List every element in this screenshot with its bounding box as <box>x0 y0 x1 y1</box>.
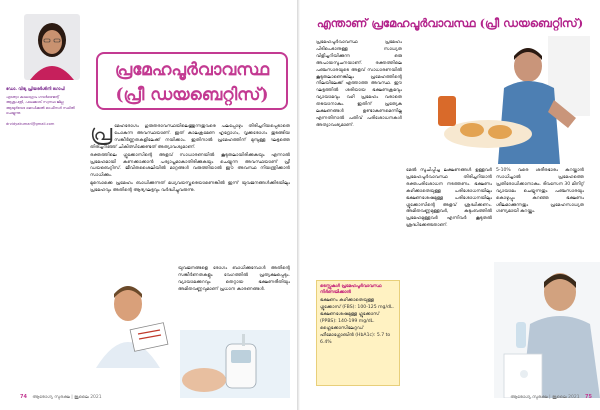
drop-cap: പ്ര <box>90 121 113 146</box>
page-number: 74 <box>20 394 27 400</box>
section-title: എന്താണ് പ്രമേഹപൂർവാവസ്ഥ (പ്രീ ഡയബെറ്റിസ്) <box>316 16 584 30</box>
author-photo <box>24 14 80 80</box>
right-page <box>298 0 600 410</box>
page-number: 75 <box>585 394 592 400</box>
left-page <box>0 0 298 410</box>
left-body-text <box>90 121 290 196</box>
article-title: പ്രമേഹപൂർവാവസ്ഥ <box>114 60 270 80</box>
tests-box-heading: ടെസ്റ്റുകൾ പ്രമേഹപൂർവാവസ്ഥ നിർണയിക്കാൻ <box>320 284 382 295</box>
author-name: ഡോ. വിദ്യ പ്രിയദർശിനി ഗോപി <box>6 86 65 91</box>
author-affiliation: എടത്വാ കാലാഗ്രാം ഗവർണ്മെന്റ് ആശുപത്രി, പാലക്കാട് സ്വസ്ഥ ജില്ല ആയുർവേദ മെഡിക്കൽ ഓഫീസർ സ്ഥിതി ചെയ്യുന്നു <box>6 94 75 116</box>
tests-box-body: ഭക്ഷണം കഴിക്കാതെയുള്ള ഗ്ലൂക്കോസ് (FBS): 100-125 mg/dL. ഭക്ഷണശേഷമുള്ള ഗ്ലൂക്കോസ് (PPBS): 140-199 mg/dL. ഗ്ലൈക്കോസിലേറ്റഡ് ഹീമോഗ്ലോബിൻ (HbA1c): 5.7 to 6.4% <box>320 298 394 345</box>
man-with-sign-photo <box>82 276 174 368</box>
man-eating-photo <box>408 36 590 164</box>
right-footer <box>448 394 592 400</box>
right-body-col1: പ്രമേഹപൂർവാവസ്ഥ പ്രമേഹം പിടിപെടാനുള്ള സാധ്യത വിളിച്ചറിയിക്കുന്ന ഒരു അപായസൂചനയാണ്. രക്തത്തിലെ പഞ്ചസാരയുടെ അളവ് സാധാരണയിൽ കൂടുതലാണെങ്കിലും പ്രമേഹത്തിന്റെ നിലയിലേക്ക് എത്താത്ത അവസ്ഥ. ഈ ഘട്ടത്തിൽ ശരിയായ ഭക്ഷണക്രമവും വ്യായാമവും വഴി പ്രമേഹം വരാതെ തടയാനാകും. ഇതിന് പ്രത്യേക ലക്ഷണങ്ങൾ ഉണ്ടാകണമെന്നില്ല എന്നതിനാൽ പതിവ് പരിശോധനകൾ അത്യാവശ്യമാണ്. <box>316 40 402 128</box>
author-sidebar <box>0 0 82 410</box>
right-body-col2: മേൽ സൂചിപ്പിച്ച ലക്ഷണങ്ങൾ ഉള്ളവർ പ്രമേഹപൂർവാവസ്ഥ തിരിച്ചറിയാൻ രക്തപരിശോധന നടത്തണം. ഭക്ഷണം കഴിക്കാതെയുള്ള പരിശോധനയിലും ഭക്ഷണശേഷമുള്ള പരിശോധനയിലും ഗ്ലൂക്കോസിന്റെ അളവ് ശ്രദ്ധിക്കണം. അമിതവണ്ണമുള്ളവർ, കുടുംബത്തിൽ പ്രമേഹമുള്ളവർ എന്നിവർ കൂടുതൽ ശ്രദ്ധിക്കേണ്ടതാണ്. <box>406 168 492 229</box>
paragraph: രക്തത്തിലെ ഗ്ലൂക്കോസിന്റെ അളവ് സാധാരണയിൽ കൂടുതലായിരിക്കുകയും എന്നാൽ പ്രമേഹമായി കണക്കാക്കാൻ പര്യാപ്തമാകാതിരിക്കുകയും ചെയ്യുന്ന അവസ്ഥയാണ് പ്രീ ഡയബെറ്റിസ്. ജീവിതശൈലിയിൽ മാറ്റങ്ങൾ വരുത്തിയാൽ ഈ അവസ്ഥ നിയന്ത്രിക്കാൻ സാധിക്കും. <box>90 152 290 179</box>
footer-text: ആരോഗ്യ സുരക്ഷ | ജൂലൈ 2021 <box>510 395 580 400</box>
footer-text: ആരോഗ്യ സുരക്ഷ | ജൂലൈ 2021 <box>32 395 102 400</box>
page-gutter <box>297 0 300 410</box>
author-email: drvidyakumari@gmail.com <box>6 121 55 126</box>
author-info <box>6 86 78 128</box>
right-body-col3: 5-10% വരെ ശരീരഭാരം കുറയ്ക്കാൻ സാധിച്ചാൽ പ്രമേഹത്തെ പ്രതിരോധിക്കാനാകും. ദിവസേന 30 മിനിറ്റ് വ്യായാമം ചെയ്യുന്നതും പഞ്ചസാരയും കൊഴുപ്പും കുറഞ്ഞ ഭക്ഷണം ശീലമാക്കുന്നതും പ്രമേഹസാധ്യത ഗണ്യമായി കുറയ്ക്കും. <box>496 168 584 215</box>
tests-info-box <box>316 280 400 386</box>
left-footer <box>20 394 102 400</box>
glucometer-photo <box>180 330 290 398</box>
left-body-text-col2: യുവജനങ്ങളെ രോഗം ബാധിക്കുമ്പോൾ അതിന്റെ സങ്കീർണതകളും വേഗത്തിൽ പ്രത്യക്ഷപ്പെടും. വ്യായാമക്കുറവും തെറ്റായ ഭക്ഷണരീതിയും അമിതവണ്ണവുമാണ് പ്രധാന കാരണങ്ങൾ. <box>178 266 290 292</box>
article-title-box <box>96 52 288 110</box>
article-subtitle: (പ്രീ ഡയബെറ്റിസ്) <box>115 85 269 105</box>
paragraph: മുമ്പൊക്കെ പ്രമേഹം ബാധിക്കുന്നത് മധ്യവയസ്കരെയാണെങ്കിൽ ഇന്ന് യുവജനങ്ങൾക്കിടയിലും പ്രമേഹവും അതിന്റെ ആദ്യഘട്ടവും വർദ്ധിച്ചുവരുന്നു. <box>90 181 290 194</box>
man-with-pills-photo <box>494 262 600 398</box>
paragraph: മേഹരോഗം ഗുരുതരാവസ്ഥയിലെത്തുന്നതുവരെ പലപ്പോഴും തിരിച്ചറിയപ്പെടാതെ പോകുന്ന അവസ്ഥയാണ്. ഇത് കാലക്രമേണ ഹൃദ്രോഗം, വൃക്കരോഗം തുടങ്ങിയ സങ്കീർണ്ണതകളിലേക്ക് നയിക്കാം. ഇതിനാൽ പ്രമേഹത്തിന് മുമ്പുള്ള ഘട്ടത്തെ തിരിച്ചറിഞ്ഞ് ചികിത്സിക്കേണ്ടത് അത്യാവശ്യമാണ്. <box>90 124 290 150</box>
